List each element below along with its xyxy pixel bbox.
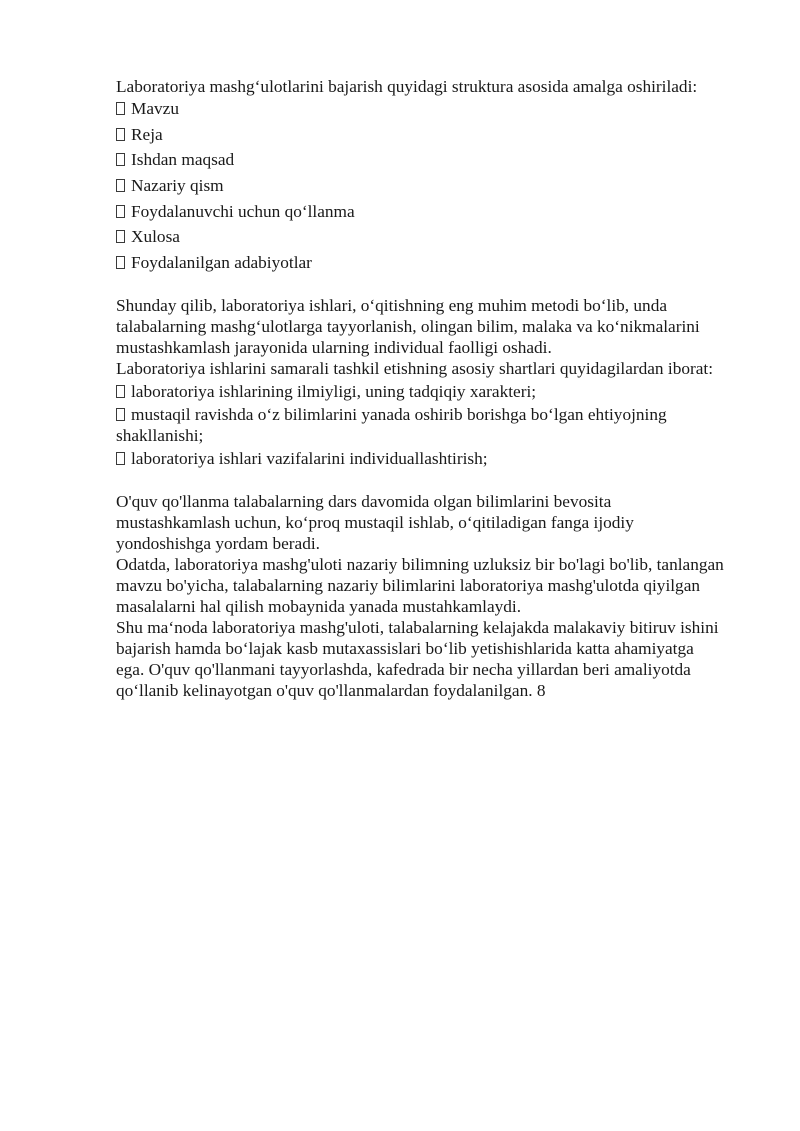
list-item: Mavzu: [116, 98, 726, 119]
checkbox-bullet-icon: [116, 205, 125, 218]
paragraph-lab-theory: Odatda, laboratoriya mashg'uloti nazariy bilimning uzluksiz bir bo'lagi bo'lib, tanlangan mavzu bo'yicha, talabalarning nazariy bilimlarini laboratoriya mashg'ulotda qiyilgan masalalarni hal qilish mobaynida yanada mustahkamlaydi.: [116, 555, 724, 617]
list-item: Nazariy qism: [116, 175, 726, 196]
list-item: Reja: [116, 124, 726, 145]
paragraph-importance: Shu ma‘noda laboratoriya mashg'uloti, talabalarning kelajakda malakaviy bitiruv ishini bajarish hamda bo‘lajak kasb mutaxassislari bo‘lib yetishishlarida katta ahamiyatga ega. O'quv qo'llanmani tayyorlashda, kafedrada bir necha yillardan beri amaliyotda qo‘llanib kelinayotgan o'quv qo'llanmalardan foydalanilgan. 8: [116, 618, 719, 701]
list-item: laboratoriya ishlari vazifalarini individuallashtirish;: [116, 448, 726, 469]
paragraph-conditions-intro: Laboratoriya ishlarini samarali tashkil etishning asosiy shartlari quyidagilardan iborat:: [116, 359, 714, 379]
paragraph-method: Shunday qilib, laboratoriya ishlari, o‘qitishning eng muhim metodi bo‘lib, unda talabalarning mashg‘ulotlarga tayyorlanish, olingan bilim, malaka va ko‘nikmalarini mustashkamlash jarayonida ularning individual faolligi oshadi.: [116, 296, 700, 358]
checkbox-bullet-icon: [116, 230, 125, 243]
paragraph-gap: [116, 469, 726, 491]
checkbox-bullet-icon: [116, 128, 125, 141]
checkbox-bullet-icon: [116, 385, 125, 398]
list-item: Ishdan maqsad: [116, 149, 726, 170]
list-item: Xulosa: [116, 226, 726, 247]
document-page: [116, 76, 726, 701]
checkbox-bullet-icon: [116, 102, 125, 115]
checkbox-bullet-icon: [116, 179, 125, 192]
checkbox-bullet-icon: [116, 256, 125, 269]
intro-paragraph: Laboratoriya mashg‘ulotlarini bajarish quyidagi struktura asosida amalga oshiriladi:: [116, 77, 698, 96]
list-item: Foydalanilgan adabiyotlar: [116, 252, 726, 273]
checkbox-bullet-icon: [116, 408, 125, 421]
structure-list: [116, 98, 726, 273]
checkbox-bullet-icon: [116, 452, 125, 465]
list-item: laboratoriya ishlarining ilmiyligi, uning tadqiqiy xarakteri;: [116, 381, 726, 402]
list-item: Foydalanuvchi uchun qo‘llanma: [116, 201, 726, 222]
paragraph-gap: [116, 273, 726, 295]
paragraph-study-guide: O'quv qo'llanma talabalarning dars davomida olgan bilimlarini bevosita mustashkamlash uchun, ko‘proq mustaqil ishlab, o‘qitiladigan fanga ijodiy yondoshishga yordam beradi.: [116, 492, 634, 554]
list-item: mustaqil ravishda o‘z bilimlarini yanada oshirib borishga bo‘lgan ehtiyojning shakllanishi;: [116, 405, 667, 446]
conditions-list: [116, 381, 726, 469]
checkbox-bullet-icon: [116, 153, 125, 166]
